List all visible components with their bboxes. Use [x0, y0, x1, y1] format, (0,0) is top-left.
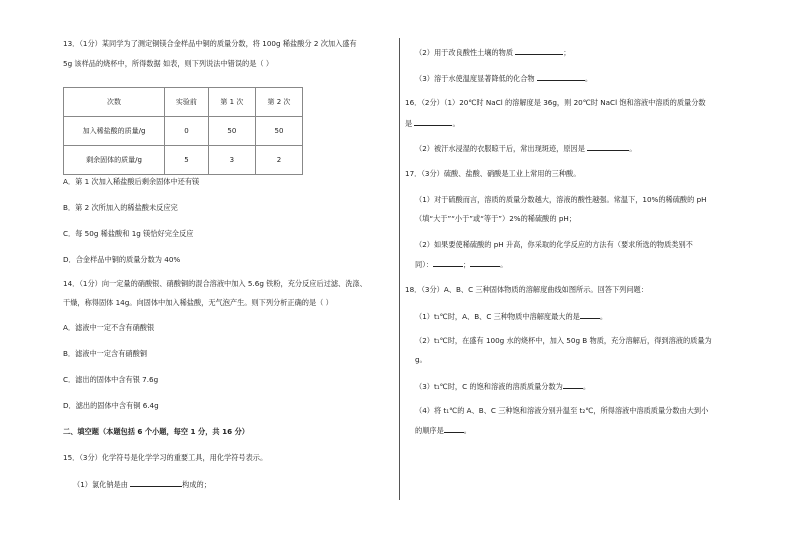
q15-part1-suffix: 构成的； [182, 480, 211, 489]
table-cell: 50 [208, 117, 255, 146]
q13-option-d: D．合金样品中铜的质量分数为 40% [63, 255, 181, 264]
q17-part1-line1: （1）对于硫酸而言，溶质的质量分数越大，溶液的酸性越强。常温下，10%的稀硫酸的 pH [415, 195, 707, 204]
answer-blank[interactable] [433, 259, 463, 267]
column-divider [399, 38, 400, 500]
q18-part3 [415, 381, 590, 391]
q14-stem-line1: 14．（1分）向一定量的硝酸银、硝酸铜的混合溶液中加入 5.6g 铁粉，充分反应后过滤、洗涤、 [63, 279, 367, 288]
q14-option-c: C．滤出的固体中含有银 7.6g [63, 375, 159, 384]
table-header-cell: 第 2 次 [255, 88, 302, 117]
q13-stem-line2: 5g 该样品的烧杯中，所得数据 如表，则下列说法中错误的是（ ） [63, 59, 274, 68]
q18-part4-line2 [415, 425, 471, 435]
table-header-cell: 实验前 [165, 88, 209, 117]
answer-blank[interactable] [537, 73, 585, 81]
table-cell: 50 [255, 117, 302, 146]
q16-part2-text: （2）被汗水浸湿的衣服晾干后，常出现斑迹，原因是 [415, 144, 588, 153]
q17-stem: 17．（3分）硫酸、盐酸、硝酸是工业上常用的三种酸。 [405, 169, 581, 178]
q17-part2-line1: （2）如果要使稀硫酸的 pH 升高，你采取的化学反应的方法有（要求所选的物质类别不 [415, 240, 693, 249]
q13-option-b: B．第 2 次所加入的稀盐酸未反应完 [63, 203, 178, 212]
q15-part1 [73, 479, 211, 489]
answer-blank[interactable] [414, 118, 452, 126]
q14-option-a: A．滤液中一定不含有硝酸银 [63, 323, 155, 332]
q18-part1-suffix: 。 [599, 312, 608, 321]
table-cell: 5 [165, 146, 209, 175]
q14-option-d: D．滤出的固体中含有铜 6.4g [63, 401, 159, 410]
q18-part3-text: （3）t₁℃时，C 的饱和溶液的溶质质量分数为 [415, 382, 563, 391]
q16-line2-text: 是 [405, 119, 415, 128]
q18-part4-suffix: 。 [463, 426, 471, 435]
table-cell: 0 [165, 117, 209, 146]
q13-option-a: A．第 1 次加入稀盐酸后剩余固体中还有镁 [63, 177, 200, 186]
table-header-cell: 次数 [64, 88, 165, 117]
table-row [64, 146, 303, 175]
q15-stem: 15．（3分）化学符号是化学学习的重要工具，用化学符号表示。 [63, 453, 268, 462]
answer-blank[interactable] [470, 259, 500, 267]
q18-part1-text: （1）t₁℃时，A、B、C 三种物质中溶解度最大的是 [415, 312, 580, 321]
table-cell: 3 [208, 146, 255, 175]
table-row [64, 117, 303, 146]
q15-part3 [415, 73, 592, 83]
q16-line1: 16．（2分）（1）20℃时 NaCl 的溶解度是 36g，则 20℃时 NaCl 饱和溶液中溶质的质量分数 [405, 98, 706, 107]
table-header-row [64, 88, 303, 117]
q16-line2 [405, 118, 460, 128]
q18-stem: 18．（3分）A、B、C 三种固体物质的溶解度曲线如图所示。回答下列问题： [405, 285, 648, 294]
q17-part2-separator: ； [462, 260, 471, 269]
table-cell: 加入稀盐酸的质量/g [64, 117, 165, 146]
q17-part2-suffix: 。 [500, 260, 508, 269]
q15-part3-text: （3）溶于水使温度显著降低的化合物 [415, 74, 537, 83]
table-header-cell: 第 1 次 [208, 88, 255, 117]
q18-part2-line1: （2）t₁℃时，在盛有 100g 水的烧杯中，加入 50g B 物质，充分溶解后，得到溶液的质量为 [415, 336, 712, 345]
q18-part4-line2-text: 的顺序是 [415, 426, 444, 435]
q15-part1-text: （1）氯化钠是由 [73, 480, 131, 489]
table-cell: 剩余固体的质量/g [64, 146, 165, 175]
q13-stem-line1: 13．（1分）某同学为了测定铜镁合金样品中铜的质量分数，将 100g 稀盐酸分 2 次加入盛有 [63, 39, 357, 48]
q17-part1-line2: （填“大于”“小于”或“等于”）2%的稀硫酸的 pH； [415, 214, 576, 223]
q15-part2-text: （2）用于改良酸性土壤的物质 [415, 48, 516, 57]
q16-line2-suffix: 。 [452, 119, 460, 128]
answer-blank[interactable] [515, 47, 563, 55]
q14-stem-line2: 干燥，称得固体 14g。向固体中加入稀盐酸，无气泡产生。则下列分析正确的是（ ） [63, 298, 333, 307]
q16-part2-suffix: 。 [629, 144, 637, 153]
table-cell: 2 [255, 146, 302, 175]
answer-blank[interactable] [580, 311, 600, 319]
q17-part2-line2-text: 同）： [415, 260, 433, 269]
q18-part1 [415, 311, 607, 321]
q13-data-table [63, 87, 303, 175]
answer-blank[interactable] [587, 143, 629, 151]
q15-part2-suffix: ； [563, 48, 571, 57]
q18-part3-suffix: 。 [582, 382, 591, 391]
q17-part2-line2 [415, 259, 507, 269]
q14-option-b: B．滤液中一定含有硝酸铜 [63, 349, 147, 358]
q16-part2 [415, 143, 636, 153]
answer-blank[interactable] [444, 425, 464, 433]
section-heading-fill-in: 二、填空题（本题包括 6 个小题，每空 1 分，共 16 分） [63, 427, 249, 436]
answer-blank[interactable] [563, 381, 583, 389]
answer-blank[interactable] [130, 479, 182, 487]
q18-part2-line2: g。 [415, 355, 427, 364]
q15-part2 [415, 47, 571, 57]
q13-option-c: C．每 50g 稀盐酸和 1g 镁恰好完全反应 [63, 229, 194, 238]
q18-part4-line1: （4）将 t₁℃的 A、B、C 三种饱和溶液分别升温至 t₂℃，所得溶液中溶质质量分数由大到小 [415, 406, 709, 415]
q15-part3-suffix: 。 [584, 74, 593, 83]
